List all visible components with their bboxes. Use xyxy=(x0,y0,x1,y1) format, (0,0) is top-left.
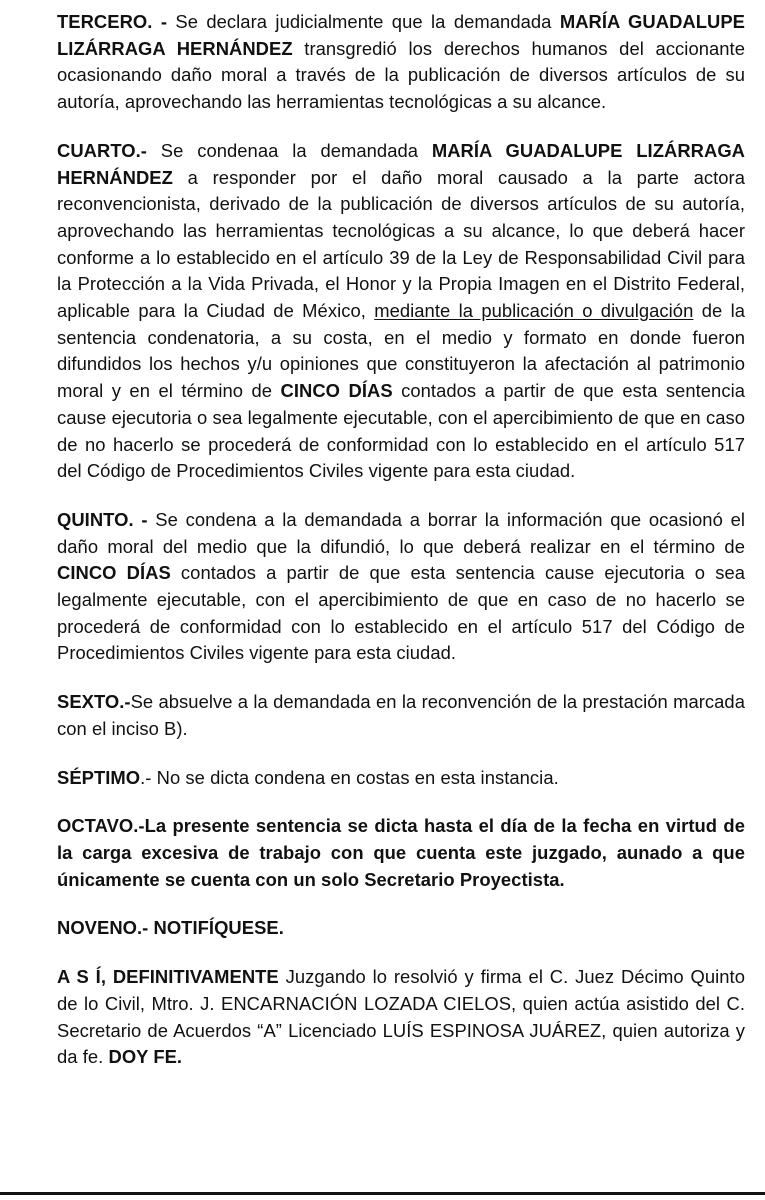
paragraph-septimo xyxy=(57,765,745,792)
paragraph-closing xyxy=(57,964,745,1071)
defendant-name: MARÍA GUADALUPE LIZÁRRAGA HERNÁNDEZ xyxy=(57,11,745,59)
text-cuarto-3: de la sentencia condenatoria, a su costa, en el medio y formato en donde fueron difundidos los hechos y/u opiniones que constituyeron la afectación al patrimonio moral y en el término de xyxy=(57,300,745,402)
defendant-name: MARÍA GUADALUPE LIZÁRRAGA HERNÁNDEZ xyxy=(57,139,745,188)
paragraph-noveno: NOVENO.- NOTIFÍQUESE. xyxy=(57,917,284,939)
heading-cuarto: CUARTO.- xyxy=(57,139,147,161)
text-cuarto-1: Se condenaa la demandada xyxy=(146,139,432,161)
term-cinco-dias: CINCO DÍAS xyxy=(57,562,171,584)
closing-seal-text: DOY FE. xyxy=(108,1046,183,1068)
bottom-divider xyxy=(0,1192,765,1195)
text-cuarto-4: contados a partir de que esta sentencia cause ejecutoria o sea legalmente ejecutable, con el apercibimiento de que en caso de no hacerlo se procederá de conformidad con lo establecido en el artículo 517 del Código de Procedimientos Civiles vigente para esta ciudad. xyxy=(57,380,745,482)
text-septimo-1: .- No se dicta condena en costas en esta instancia. xyxy=(140,766,559,788)
heading-quinto: QUINTO. - xyxy=(57,508,148,530)
paragraph-sexto xyxy=(57,689,745,742)
heading-closing: A S Í, DEFINITIVAMENTE xyxy=(57,966,279,988)
paragraph-cuarto xyxy=(57,138,745,485)
text-sexto-1: Se absuelve a la demandada en la reconvención de la prestación marcada con el inciso B). xyxy=(57,691,745,739)
underlined-phrase: mediante la publicación o divulgación xyxy=(374,300,694,322)
term-cinco-dias: CINCO DÍAS xyxy=(280,380,393,402)
text-quinto-1: Se condena a la demandada a borrar la información que ocasionó el daño moral del medio que la difundió, lo que deberá realizar en el término de xyxy=(57,508,745,557)
heading-sexto: SEXTO.- xyxy=(57,691,131,713)
paragraph-tercero xyxy=(57,9,745,116)
paragraph-quinto xyxy=(57,507,745,667)
heading-septimo: SÉPTIMO xyxy=(57,766,141,788)
text-closing-1: Juzgando lo resolvió y firma el C. Juez Décimo Quinto de lo Civil, Mtro. J. ENCARNACIÓN LOZADA CIELOS, quien actúa asistido del C. Secretario de Acuerdos “A” Licenciado LUÍS ESPINOSA JUÁREZ, quien autoriza y da fe. xyxy=(57,966,745,1068)
heading-tercero: TERCERO. - xyxy=(57,11,167,32)
paragraph-octavo: OCTAVO.-La presente sentencia se dicta hasta el día de la fecha en virtud de la carga excesiva de trabajo con que cuenta este juzgado, aunado a que únicamente se cuenta con un solo Secretario Proyectista. xyxy=(57,815,745,890)
text-tercero-1: Se declara judicialmente que la demandada xyxy=(167,11,560,32)
text-cuarto-2: a responder por el daño moral causado a la parte actora reconvencionista, derivado de la publicación de diversos artículos de su autoría, aprovechando las herramientas tecnológicas a su alcance, lo que deberá hacer conforme a lo establecido en el artículo 39 de la Ley de Responsabilidad Civil para la Protección a la Vida Privada, el Honor y la Propia Imagen en el Distrito Federal, aplicable para la Ciudad de México, xyxy=(57,166,745,322)
text-tercero-2: transgredió los derechos humanos del accionante ocasionando daño moral a través de la publicación de diversos artículos de su autoría, aprovechando las herramientas tecnológicas a su alcance. xyxy=(57,37,745,113)
text-quinto-2: contados a partir de que esta sentencia cause ejecutoria o sea legalmente ejecutable, con el apercibimiento de que en caso de no hacerlo se procederá de conformidad con lo establecido en el artículo 517 del Código de Procedimientos Civiles vigente para esta ciudad. xyxy=(57,562,745,664)
